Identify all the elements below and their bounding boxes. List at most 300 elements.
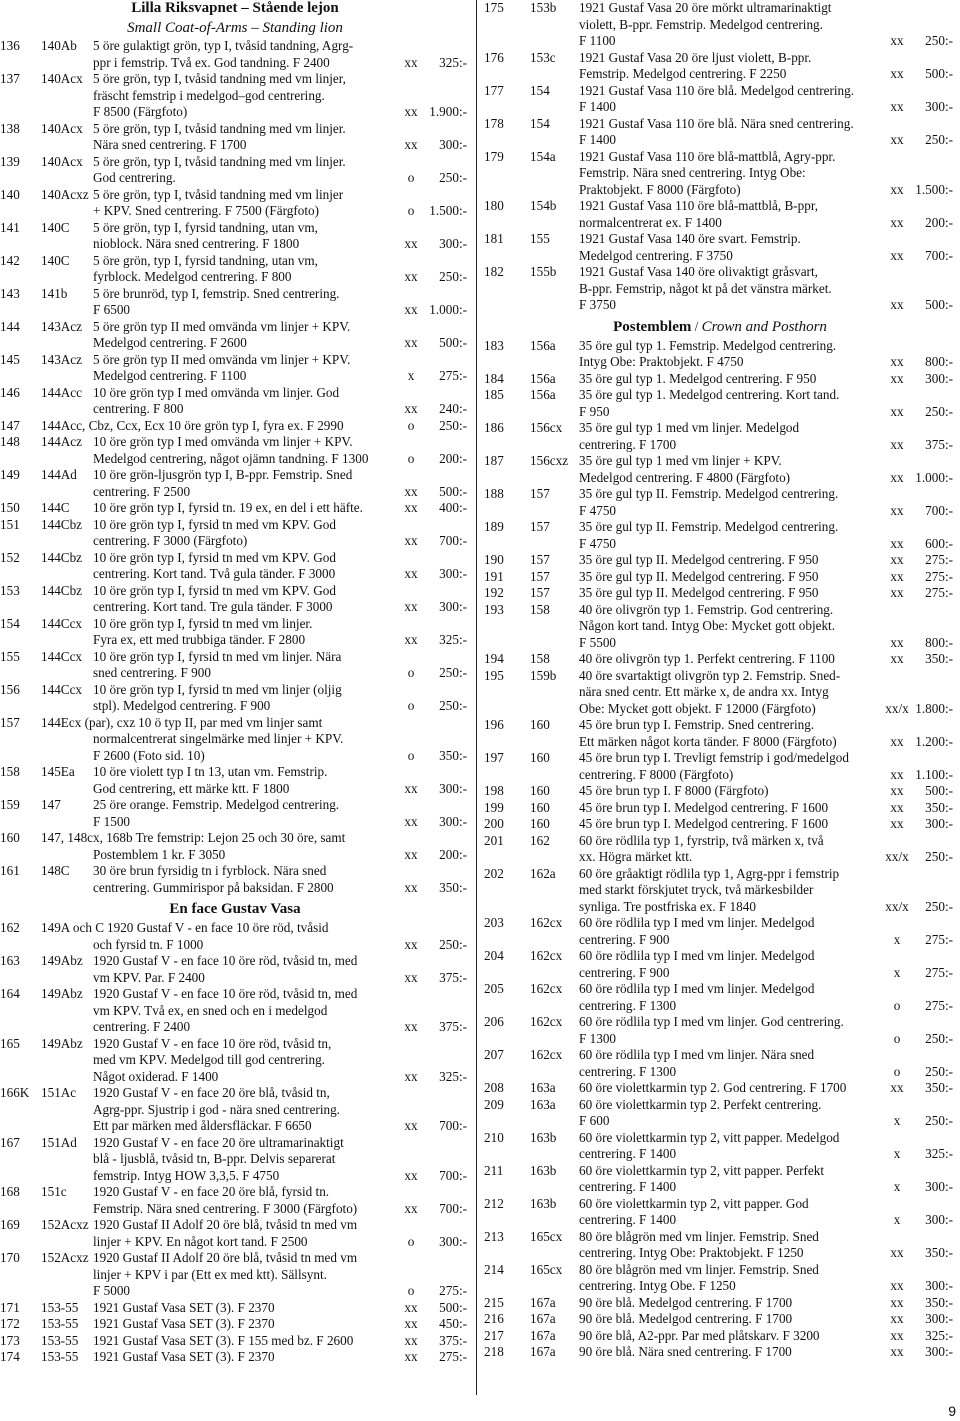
lot-entry [0,38,470,71]
lot-number: 164 [0,986,20,1001]
description-line: 35 öre gul typ 1. Medelgod centrering. Kort tand. [579,387,840,402]
condition-grade: xx [404,104,418,119]
catalog-number: 140C [41,252,70,268]
condition-grade: o [407,698,415,713]
catalog-number: 160 [530,750,550,765]
lot-first-line [41,1135,390,1152]
catalog-number: 162 [530,832,550,848]
lot-description [530,1328,876,1345]
lot-number: 193 [484,601,504,617]
catalog-number: 157 [530,585,550,600]
lot-description [530,371,876,388]
condition-grade: xx [890,469,904,485]
lot-description [41,385,390,418]
lot-description [41,154,390,187]
description-line: 10 öre grön typ I, fyrsid tn med vm KPV. God [93,516,336,532]
lot-number: 162 [0,920,20,935]
description-line: Medelgod centrering. F 4800 (Färgfoto) [579,469,791,485]
lot-description [530,0,876,50]
description-line: vm KPV. Två ex, en sned och en i medelgod [93,1002,328,1018]
price: 500:- [439,335,467,350]
description-line: God centrering. [93,170,176,185]
lot-first-line [530,387,876,404]
lot-first-line [530,338,876,355]
lot-first-line [530,981,876,998]
lot-entry [484,371,956,388]
lot-first-line [41,1036,390,1053]
lot-number: 206 [484,1014,504,1029]
lot-number: 213 [484,1228,504,1244]
lot-description [41,253,390,286]
condition-grade: o [407,1233,415,1249]
description-line: 1920 Gustaf V - en face 10 öre röd, tvåsid [107,920,329,935]
description-line: 35 öre gul typ 1 med vm linjer + KPV. [579,453,782,468]
description-line: fyrblock. Medelgod centrering. F 800 [93,269,292,284]
lot-description [530,585,876,602]
lot-description [41,1333,390,1350]
catalog-number: 151c [41,1184,67,1199]
catalog-number: 153-55 [41,1299,79,1315]
lot-number: 192 [484,585,504,600]
lot-entry [484,1097,956,1130]
condition-grade: xx [404,1349,418,1364]
description-line: 45 öre brun typ I. Medelgod centrering. F 1600 [579,816,829,831]
lot-number: 151 [0,516,20,532]
section-heading: Postemblem / Crown and Posthorn [613,318,827,335]
condition-grade: xx [890,354,904,369]
description-line: God centrering, ett märke ktt. F 1800 [93,780,290,796]
price: 250:- [925,1030,953,1046]
catalog-number: 156a [530,370,556,386]
price: 1.200:- [915,733,953,749]
lot-first-line [530,453,876,470]
description-line: och fyrsid tn. F 1000 [93,936,204,952]
description-line: 10 öre grön typ I med omvända vm linjer + KPV. [93,434,353,449]
lot-entry [0,187,470,220]
lot-description [530,486,876,519]
catalog-number: 155 [530,231,550,246]
description-line: Femstrip. Medelgod centrering. F 2250 [579,66,787,81]
lot-first-line [41,797,390,814]
price: 275:- [925,585,953,600]
lot-number: 171 [0,1299,20,1315]
condition-grade: xx [890,132,904,147]
condition-grade: o [407,747,415,763]
lot-number: 189 [484,519,504,534]
catalog-number: 151Ad [41,1134,77,1150]
description-line: 10 öre grön typ I, fyra ex. F 2990 [167,417,344,433]
condition-grade: xx [890,651,904,666]
lot-description [530,915,876,948]
description-line: 5 öre gulaktigt grön, typ I, tvåsid tandning, Agrg- [93,38,354,53]
price: 350:- [925,651,953,666]
lot-description [41,418,390,435]
lot-number: 209 [484,1096,504,1112]
catalog-number: 154 [530,115,550,131]
price: 250:- [925,33,953,48]
lot-description [41,187,390,220]
condition-grade: xx [404,401,418,416]
lot-first-line [530,420,876,437]
heading-title: Lilla Riksvapnet – Stående lejon [131,0,339,16]
description-line: 5 öre brunröd, typ I, femstrip. Sned centrering. [93,285,340,301]
lot-first-line [41,1333,390,1350]
lot-entry [484,420,956,453]
lot-number: 147 [0,417,20,433]
description-line: 10 öre grön typ I, fyrsid tn med vm KPV. God [93,582,336,598]
lot-entry [0,830,470,863]
price: 1.500:- [915,181,953,197]
description-line: blå - ljusblå, tvåsid tn, B-ppr. Delvis separerat [93,1151,336,1166]
description-line: Obe: Mycket gott objekt. F 12000 (Färgfoto) [579,700,816,716]
catalog-number: 162cx [530,1014,563,1029]
condition-grade: xx [890,1327,904,1343]
description-line: centrering. F 900 [579,931,670,947]
condition-grade: xx [404,1167,418,1183]
catalog-number: 154a [530,148,556,164]
description-line: Medelgod centrering. F 1100 [93,368,247,383]
lot-entry [484,981,956,1014]
price: 500:- [925,66,953,81]
description-line: F 1400 [579,132,617,147]
lot-first-line [530,866,876,883]
price: 300:- [925,1311,953,1326]
lot-number: 144 [0,318,20,334]
catalog-number: 154 [530,82,550,98]
lot-entry [0,863,470,896]
description-line: centrering. F 1300 [579,997,677,1013]
condition-grade: xx [890,502,904,518]
catalog-number: 144Ccx [41,681,83,697]
description-line: 60 öre violettkarmin typ 2. God centrering. F 1700 [579,1080,847,1095]
catalog-number: 165cx [530,1228,563,1244]
lot-description [530,668,876,718]
lot-number: 170 [0,1250,20,1265]
description-line: 35 öre gul typ II. Medelgod centrering. F 950 [579,568,819,584]
description-line: F 1500 [93,813,131,829]
catalog-number: 147 [41,797,61,812]
description-line: nära sned centr. Ett märke x, de andra xx. Intyg [579,684,829,699]
price: 350:- [925,1294,953,1310]
condition-grade: o [893,1063,901,1079]
catalog-number: 145Ea [41,764,75,779]
lot-description [41,1135,390,1185]
condition-grade: xx/x [885,849,909,864]
lot-description [41,764,390,797]
description-line: F 1100 [579,33,616,48]
lot-first-line [530,1130,876,1147]
lot-number: 212 [484,1195,504,1211]
description-line: + KPV. Sned centrering. F 7500 (Färgfoto) [93,203,319,218]
lot-first-line [41,385,390,402]
description-line: 1920 Gustaf V - en face 10 öre röd, tvåsid tn, [93,1035,332,1051]
price: 450:- [439,1316,467,1331]
lot-description [530,453,876,486]
price: 700:- [439,1167,467,1183]
description-line: 10 ö typ II, par med vm linjer samt [138,714,323,730]
lot-entry [484,1130,956,1163]
description-line: F 5500 [579,634,617,650]
lot-number: 216 [484,1311,504,1326]
lot-number: 175 [484,0,504,15]
condition-grade: xx [890,99,904,114]
catalog-number: 160 [530,717,550,732]
description-line: Praktobjekt. F 8000 (Färgfoto) [579,181,741,197]
description-line: F 8500 (Färgfoto) [93,104,188,119]
condition-grade: o [407,1283,415,1298]
lot-number: 141 [0,219,20,235]
description-line: 90 öre blå. Nära sned centrering. F 1700 [579,1344,792,1359]
catalog-number: 144Acc, Cbz, Ccx, Ecx [41,417,165,433]
description-line: 1920 Gustaf V - en face 20 öre blå, tvåsid tn, [93,1085,330,1100]
condition-grade: o [407,417,415,433]
description-line: 60 öre rödlila typ I med vm linjer. Medelgod [579,948,815,963]
lot-first-line [41,986,390,1003]
description-line: Någon kort tand. Intyg Obe: Mycket gott objekt. [579,618,836,633]
description-line: med vm KPV. Medelgod till god centrering. [93,1052,325,1067]
lot-description [530,519,876,552]
lot-first-line [530,1311,876,1328]
lot-first-line [530,717,876,734]
lot-first-line [41,319,390,336]
lot-entry [484,866,956,916]
lot-first-line [41,187,390,204]
catalog-number: 162cx [530,915,563,930]
lot-first-line [530,1328,876,1345]
description-line: 45 öre brun typ I. Medelgod centrering. F 1600 [579,799,829,815]
description-line: 35 öre gul typ 1. Femstrip. Medelgod centrering. [579,337,837,353]
lot-description [530,198,876,231]
condition-grade: xx [404,533,418,548]
lot-number: 184 [484,370,504,386]
lot-first-line [41,920,390,937]
lot-number: 174 [0,1349,20,1364]
description-line: 10 öre grön typ I, fyrsid tn med vm KPV. God [93,549,336,565]
lot-first-line [530,783,876,800]
description-line: 60 öre violettkarmin typ 2, vitt papper. God [579,1195,809,1211]
lot-description [41,1300,390,1317]
price: 250:- [439,936,467,952]
lot-entry [0,154,470,187]
lot-first-line [41,352,390,369]
lot-entry [484,338,956,371]
lot-description [530,816,876,833]
description-line: Agrg-ppr. Sjustrip i god - nära sned centrering. [93,1101,340,1117]
description-line: centrering. F 2500 [93,483,191,499]
condition-grade: x [407,368,415,383]
catalog-number: 163b [530,1195,557,1211]
condition-grade: xx [890,403,904,419]
lot-description [530,1344,876,1361]
lot-number: 138 [0,120,20,136]
lot-first-line [530,1014,876,1031]
lot-number: 204 [484,948,504,963]
description-line: 60 öre violettkarmin typ 2. Perfekt centrering. [579,1096,822,1112]
price: 375:- [439,1332,467,1348]
lot-entry [484,198,956,231]
description-line: F 1400 [579,99,617,114]
description-line: 30 öre brun fyrsidig tn i fyrblock. Nära sned [93,863,327,878]
description-line: Medelgod centrering, något ojämn tandning. F 1300 [93,450,369,466]
lot-first-line [41,1085,390,1102]
lot-entry [0,1036,470,1086]
catalog-number: 153-55 [41,1332,79,1348]
lot-entry [484,264,956,314]
price: 325:- [439,54,467,70]
description-line: 1920 Gustaf II Adolf 20 öre blå, tvåsid tn med vm [93,1217,358,1232]
lot-first-line [530,668,876,685]
lot-number: 215 [484,1294,504,1310]
lot-entry [0,1333,470,1350]
price: 275:- [925,568,953,584]
lot-description [530,420,876,453]
description-line: Medelgod centrering. F 2600 [93,335,247,350]
price: 300:- [925,370,953,386]
condition-grade: xx [890,535,904,551]
description-line: 40 öre olivgrön typ 1. Femstrip. God centrering. [579,601,834,617]
catalog-number: 156cxz [530,453,569,468]
catalog-number: 167a [530,1327,556,1343]
condition-grade: x [893,1146,901,1161]
lot-first-line [41,1300,390,1317]
description-line: Postemblem 1 kr. F 3050 [93,846,226,862]
catalog-number: 144Acc [41,384,83,400]
lot-entry [0,286,470,319]
lot-number: 139 [0,153,20,169]
catalog-number: 144Ccx [41,615,83,631]
lot-entry [484,833,956,866]
lot-entry [484,149,956,199]
lot-entry [0,1300,470,1317]
condition-grade: xx [890,585,904,600]
section-heading [0,899,470,919]
catalog-number: 144Ecx (par), cxz [41,714,136,730]
lot-first-line [41,616,390,633]
price: 325:- [925,1327,953,1343]
condition-grade: xx [404,483,418,499]
condition-grade: xx [404,599,418,614]
lot-entry [0,418,470,435]
lot-entry [484,717,956,750]
condition-grade: xx [404,780,418,796]
lot-number: 191 [484,568,504,584]
description-line: vm KPV. Par. F 2400 [93,969,205,985]
description-line: synliga. Tre postfriska ex. F 1840 [579,898,756,914]
description-line: violett, B-ppr. Femstrip. Medelgod centrering. [579,16,823,32]
condition-grade: xx [404,1200,418,1216]
description-line: 1921 Gustaf Vasa 140 öre svart. Femstrip. [579,231,801,246]
description-line: 1920 Gustaf V - en face 10 öre röd, tvåsid tn, med [93,953,358,968]
catalog-number: 153c [530,49,556,65]
lot-entry [484,668,956,718]
description-line: normalcentrerat singelmärke med linjer + KPV. [93,731,344,746]
condition-grade: xx [890,799,904,815]
lot-first-line [530,750,876,767]
lot-description [530,387,876,420]
catalog-number: 160 [530,783,550,798]
lot-description [530,1014,876,1047]
lot-description [41,121,390,154]
description-line: 1921 Gustaf Vasa SET (3). F 2370 [93,1299,275,1315]
lot-first-line [41,953,390,970]
description-line: linjer + KPV. En något kort tand. F 2500 [93,1233,308,1249]
heading-subtitle: Small Coat-of-Arms – Standing lion [127,20,343,36]
price: 250:- [439,417,467,433]
lot-description [41,434,390,467]
lot-number: 137 [0,71,20,86]
condition-grade: xx [890,816,904,831]
lot-number: 142 [0,252,20,268]
price: 325:- [439,632,467,647]
price: 350:- [925,799,953,815]
price: 240:- [439,401,467,416]
lot-description [41,1349,390,1366]
lot-first-line [41,154,390,171]
catalog-number: 158 [530,601,550,617]
lot-description [41,550,390,583]
lot-first-line [41,286,390,303]
lot-number: 153 [0,582,20,598]
description-line: 40 öre svartaktigt olivgrön typ 2. Femstrip. Sned- [579,667,841,683]
catalog-number: 151Ac [41,1085,77,1100]
condition-grade: xx [404,566,418,581]
lot-entry [484,585,956,602]
price: 275:- [925,931,953,947]
lot-description [41,797,390,830]
lot-entry [0,121,470,154]
condition-grade: xx [890,1245,904,1260]
price: 500:- [925,783,953,798]
condition-grade: xx [404,879,418,895]
lot-number: 203 [484,915,504,930]
description-line: 35 öre gul typ II. Medelgod centrering. F 950 [579,552,819,567]
condition-grade: xx [890,1080,904,1095]
description-line: 5 öre grön typ II med omvända vm linjer + KPV. [93,318,351,334]
catalog-number: 152Acxz [41,1217,89,1232]
condition-grade: xx [890,1278,904,1293]
description-line: F 5000 [93,1283,131,1298]
lot-first-line [530,1097,876,1114]
lot-first-line [530,1196,876,1213]
description-line: 90 öre blå. Medelgod centrering. F 1700 [579,1311,793,1326]
price: 375:- [439,969,467,985]
price: 200:- [439,846,467,862]
description-line: 60 öre rödlila typ I med vm linjer. Medelgod [579,981,815,996]
lot-number: 198 [484,783,504,798]
lot-first-line [41,764,390,781]
lot-entry [484,816,956,833]
lot-entry [0,1085,470,1135]
lot-first-line [530,1229,876,1246]
catalog-number: 149Abz [41,1035,83,1051]
lot-description [530,1262,876,1295]
condition-grade: o [407,450,415,466]
description-line: F 6500 [93,302,131,317]
lot-entry [484,569,956,586]
lot-number: 196 [484,717,504,732]
lot-first-line [530,1080,876,1097]
price: 300:- [439,236,467,251]
condition-grade: o [407,170,415,185]
lot-first-line [530,50,876,67]
price: 250:- [925,1113,953,1128]
lot-first-line [41,418,390,435]
catalog-number: 162cx [530,948,563,963]
price: 300:- [439,566,467,581]
lot-number: 188 [484,486,504,501]
left-column [0,0,470,1366]
lot-number: 181 [484,231,504,246]
